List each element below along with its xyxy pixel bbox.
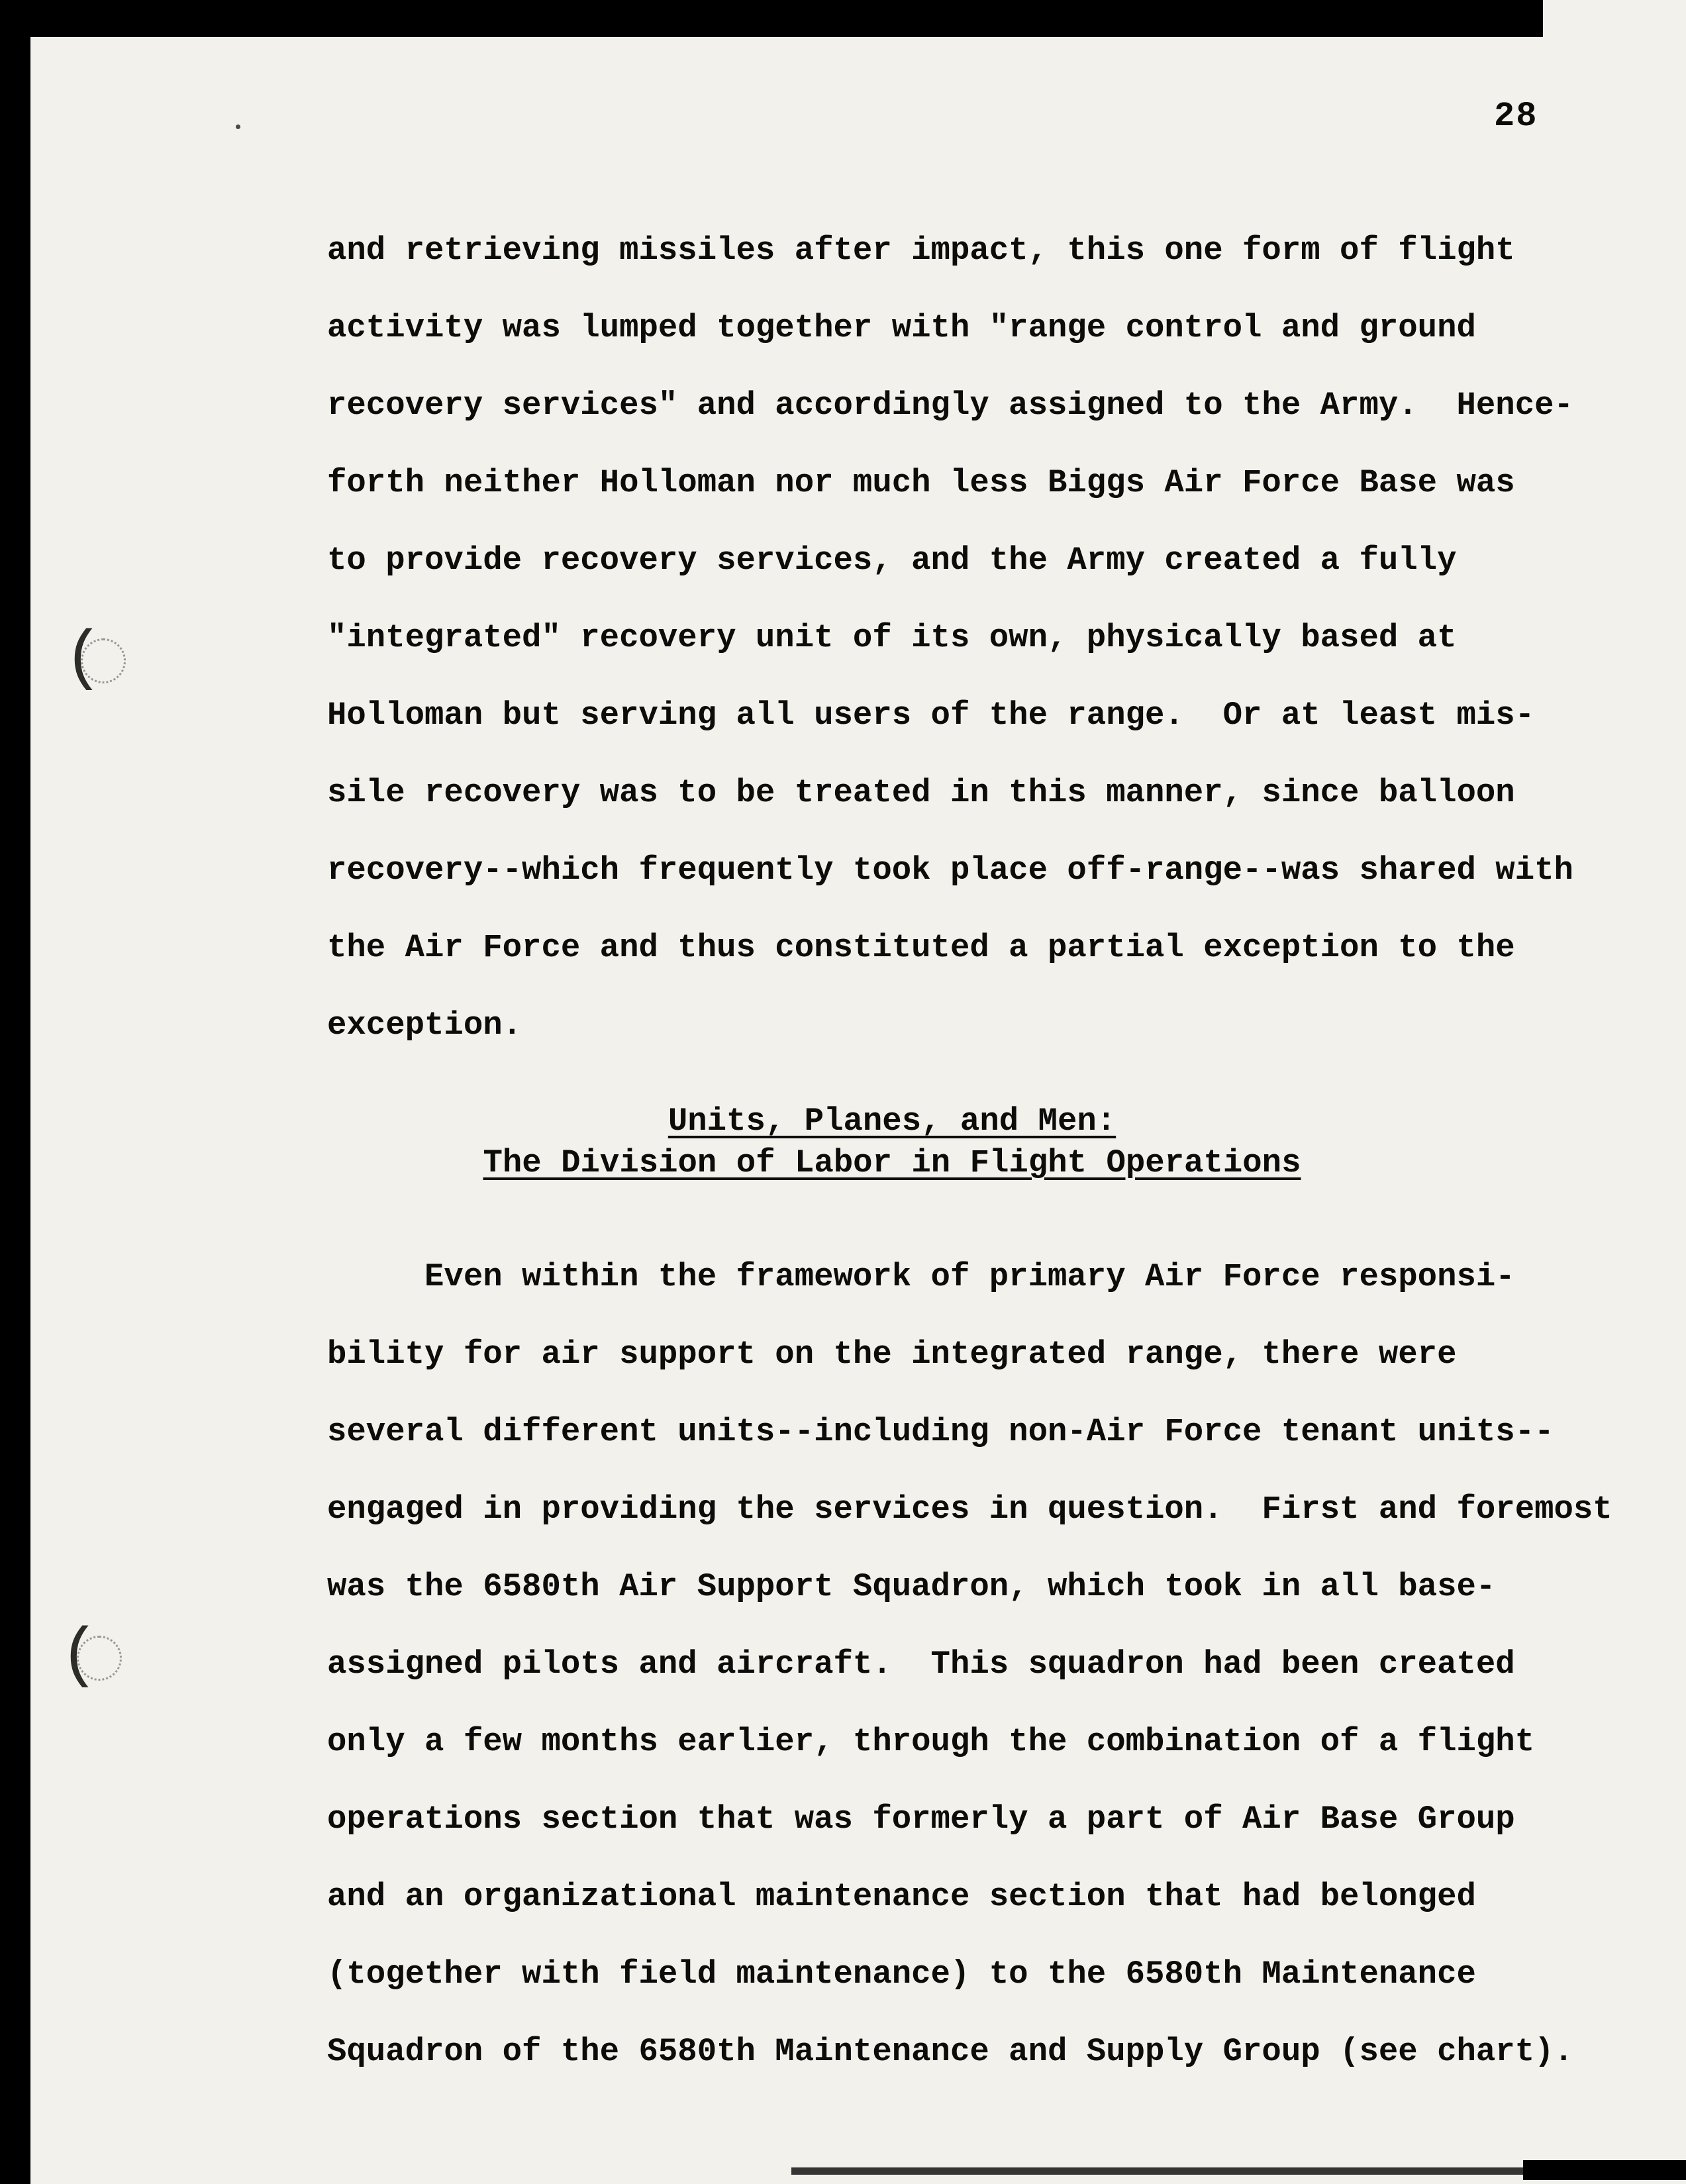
text-line: Squadron of the 6580th Maintenance and Supply Group (see chart). — [327, 2033, 1573, 2070]
text-line: exception. — [327, 1007, 522, 1044]
paragraph-2 — [327, 1238, 1622, 2091]
text-line: operations section that was formerly a part of Air Base Group — [327, 1801, 1515, 1838]
binder-ring-mark-top — [64, 622, 104, 697]
binder-mark-glyph: ( — [64, 622, 104, 697]
scan-artifact-left-bar — [0, 0, 30, 2184]
text-line: forth neither Holloman nor much less Biggs Air Force Base was — [327, 464, 1515, 501]
text-line: sile recovery was to be treated in this manner, since balloon — [327, 774, 1515, 811]
page-number: 28 — [1494, 97, 1538, 136]
section-heading — [327, 1101, 1622, 1184]
text-line: engaged in providing the services in question. First and foremost — [327, 1491, 1612, 1528]
text-line: several different units--including non-Air Force tenant units-- — [327, 1413, 1554, 1450]
text-line: bility for air support on the integrated range, there were — [327, 1336, 1457, 1373]
binder-ring-outline — [77, 1636, 122, 1681]
scan-artifact-top-bar — [0, 0, 1543, 37]
document-body — [327, 212, 1622, 2091]
binder-ring-outline — [81, 638, 126, 683]
text-line: "integrated" recovery unit of its own, physically based at — [327, 619, 1457, 656]
text-line: (together with field maintenance) to the 6580th Maintenance — [327, 1956, 1476, 1993]
scan-artifact-bottom-line — [791, 2167, 1533, 2175]
binder-ring-mark-bottom — [60, 1619, 100, 1694]
text-line: recovery services" and accordingly assigned to the Army. Hence- — [327, 387, 1573, 424]
paragraph-1 — [327, 212, 1622, 1064]
text-line: activity was lumped together with "range control and ground — [327, 309, 1476, 346]
text-line: and an organizational maintenance section that had belonged — [327, 1878, 1476, 1915]
section-heading-line-1: Units, Planes, and Men: — [668, 1103, 1116, 1140]
text-line: was the 6580th Air Support Squadron, which took in all base- — [327, 1568, 1496, 1605]
text-line: recovery--which frequently took place off-range--was shared with — [327, 852, 1573, 889]
scan-artifact-bottom-corner — [1523, 2160, 1686, 2180]
text-line: Holloman but serving all users of the range. Or at least mis- — [327, 697, 1535, 734]
text-line: the Air Force and thus constituted a partial exception to the — [327, 929, 1515, 966]
text-line: and retrieving missiles after impact, this one form of flight — [327, 232, 1515, 269]
binder-mark-glyph: ( — [60, 1619, 100, 1694]
scan-speck — [236, 124, 240, 129]
text-line: assigned pilots and aircraft. This squadron had been created — [327, 1646, 1515, 1683]
text-line: to provide recovery services, and the Army created a fully — [327, 542, 1457, 579]
section-heading-line-2: The Division of Labor in Flight Operations — [483, 1144, 1301, 1181]
text-line: only a few months earlier, through the combination of a flight — [327, 1723, 1535, 1760]
text-line: Even within the framework of primary Air Force responsi- — [327, 1258, 1515, 1295]
